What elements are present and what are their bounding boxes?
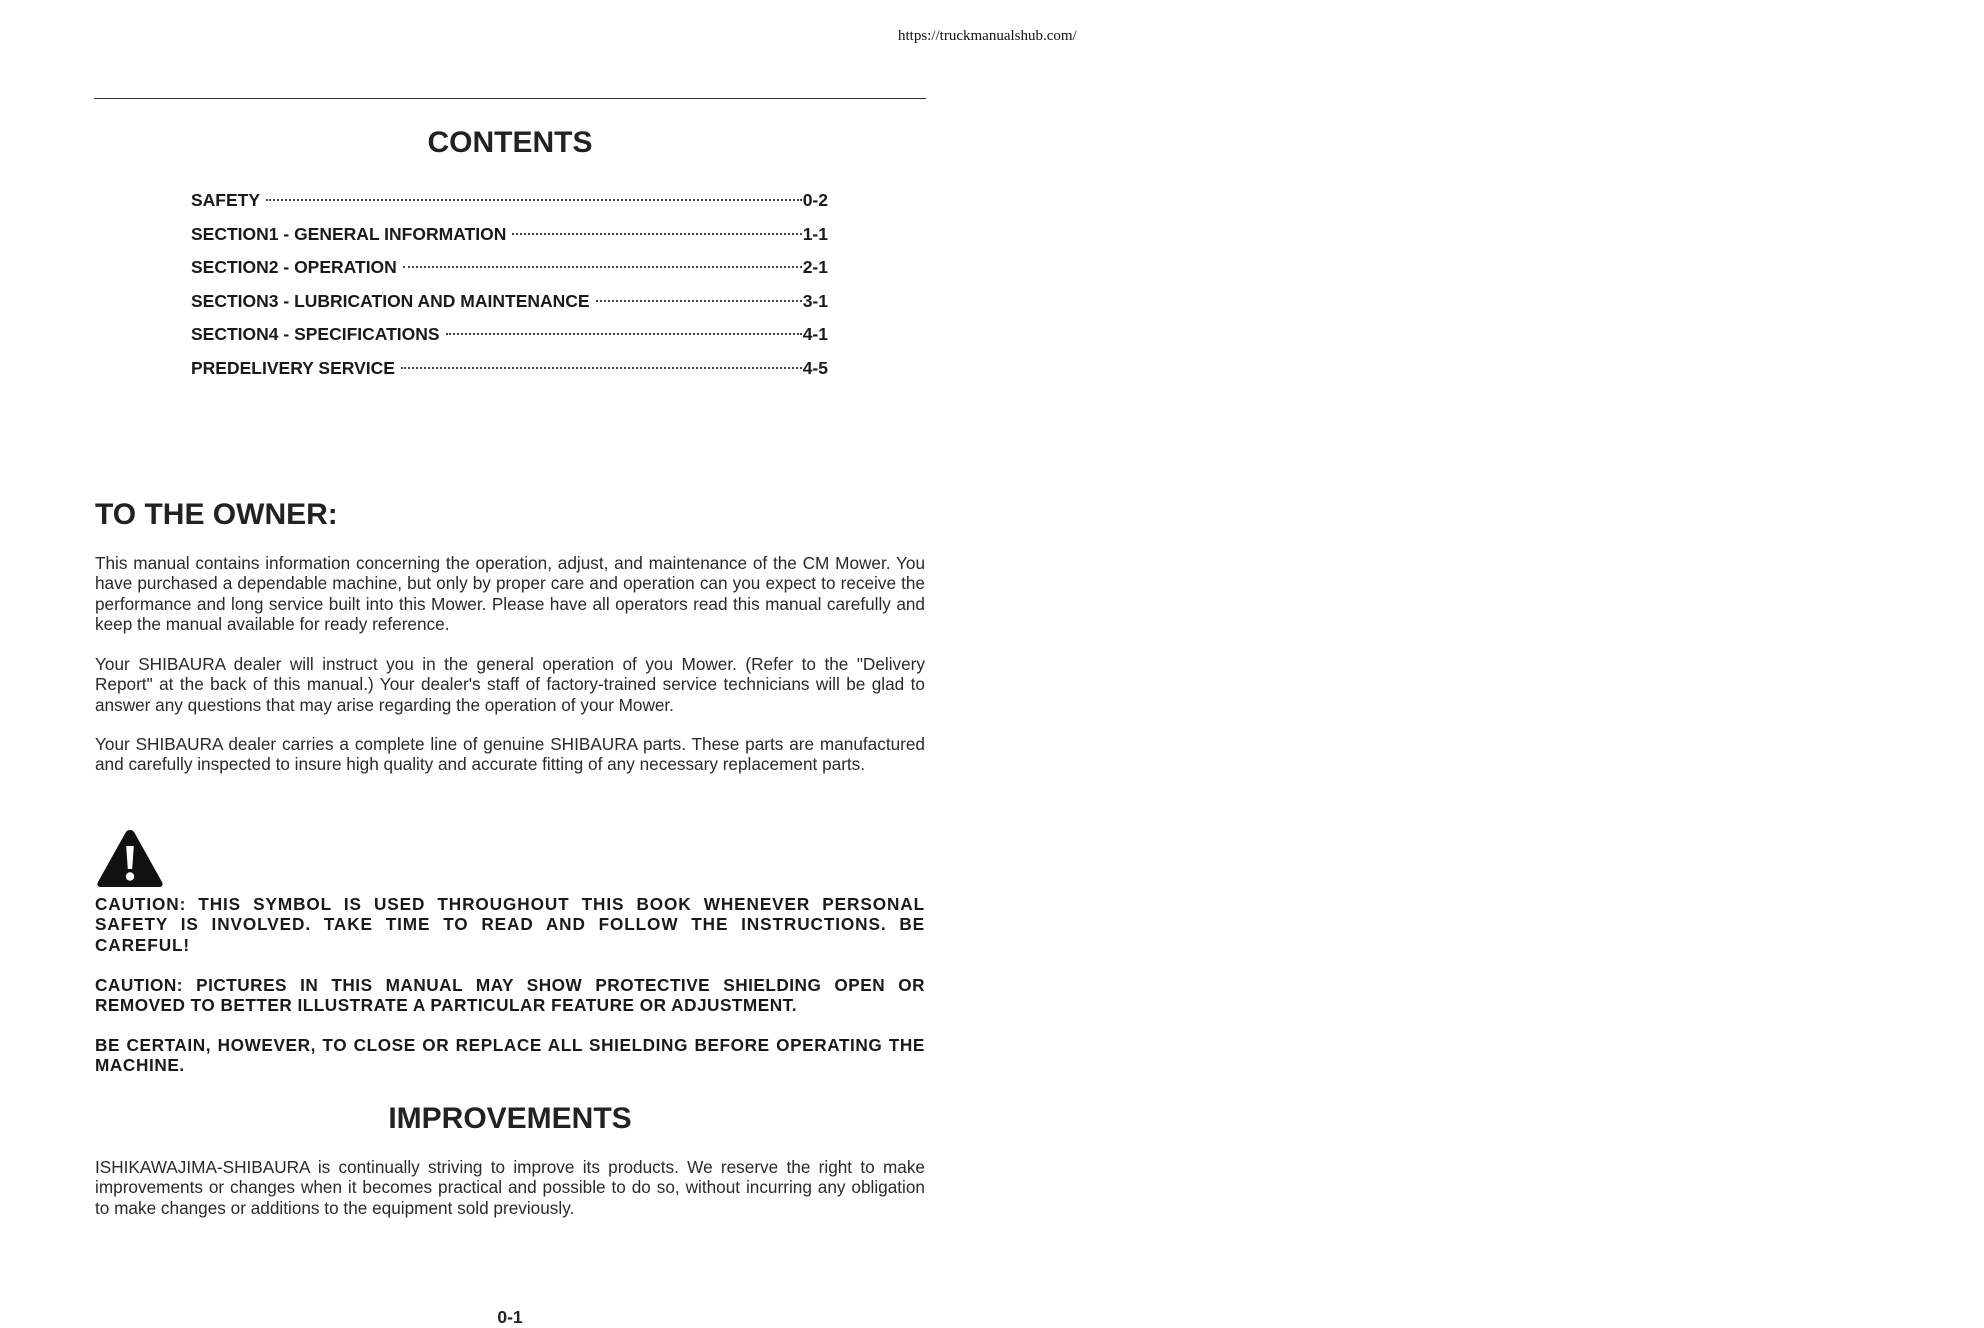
header-rule [94,98,926,99]
toc-entry-label: SECTION1 - GENERAL INFORMATION [191,223,507,244]
owner-section-title: TO THE OWNER: [95,498,338,531]
table-of-contents [191,190,828,392]
caution-shielding-pictures: CAUTION: PICTURES IN THIS MANUAL MAY SHOW PROTECTIVE SHIELDING OPEN OR REMOVED TO BETTER ILLUSTRATE A PARTICULAR FEATURE OR ADJUSTMENT. [95,975,925,1016]
toc-entry-page: 0-2 [802,190,828,210]
toc-entry-section4[interactable] [191,324,828,358]
contents-title: CONTENTS [427,126,593,159]
toc-entry-page: 2-1 [802,257,828,278]
dot-leader [266,199,802,201]
improvements-paragraph: ISHIKAWAJIMA-SHIBAURA is continually striving to improve its products. We reserve the right to make improvements or changes when it becomes practical and possible to do so, without incurring any obligation to make changes or additions to the equipment sold previously. [95,1157,925,1218]
toc-entry-label: SECTION3 - LUBRICATION AND MAINTENANCE [191,290,590,311]
toc-entry-label: SAFETY [191,190,261,210]
caution-safety-symbol: CAUTION: THIS SYMBOL IS USED THROUGHOUT THIS BOOK WHENEVER PERSONAL SAFETY IS INVOLVED. TAKE TIME TO READ AND FOLLOW THE INSTRUCTIONS. BE CAREFUL! [95,894,925,955]
toc-entry-page: 3-1 [802,290,828,311]
toc-entry-predelivery[interactable] [191,358,828,392]
dot-leader [596,300,802,302]
toc-entry-label: PREDELIVERY SERVICE [191,357,395,378]
caution-close-shielding: BE CERTAIN, HOWEVER, TO CLOSE OR REPLACE ALL SHIELDING BEFORE OPERATING THE MACHINE. [95,1035,925,1076]
dot-leader [403,266,802,268]
toc-entry-section2[interactable] [191,257,828,291]
toc-entry-section1[interactable] [191,224,828,258]
warning-triangle-icon [96,828,164,888]
improvements-title: IMPROVEMENTS [388,1102,632,1135]
owner-paragraph: Your SHIBAURA dealer will instruct you in the general operation of you Mower. (Refer to the "Delivery Report" at the back of this manual.) Your dealer's staff of factory-trained service technicians will be glad to answer any questions that may arise regarding the operation of your Mower. [95,654,925,715]
source-url: https://truckmanualshub.com/ [898,28,1077,44]
toc-entry-label: SECTION4 - SPECIFICATIONS [191,324,440,345]
toc-entry-page: 4-1 [802,324,828,345]
toc-entry-safety[interactable] [191,190,828,224]
toc-entry-page: 1-1 [802,223,828,244]
dot-leader [446,333,802,335]
toc-entry-label: SECTION2 - OPERATION [191,257,397,278]
dot-leader [512,233,801,235]
owner-paragraph: This manual contains information concerning the operation, adjust, and maintenance of the CM Mower. You have purchased a dependable machine, but only by proper care and operation can you expect to receive the performance and long service built into this Mower. Please have all operators read this manual carefully and keep the manual available for ready reference. [95,553,925,634]
dot-leader [401,367,802,369]
owner-paragraph: Your SHIBAURA dealer carries a complete line of genuine SHIBAURA parts. These parts are manufactured and carefully inspected to insure high quality and accurate fitting of any necessary replacement parts. [95,734,925,775]
toc-entry-page: 4-5 [802,357,828,378]
toc-entry-section3[interactable] [191,291,828,325]
page-number: 0-1 [497,1307,523,1327]
